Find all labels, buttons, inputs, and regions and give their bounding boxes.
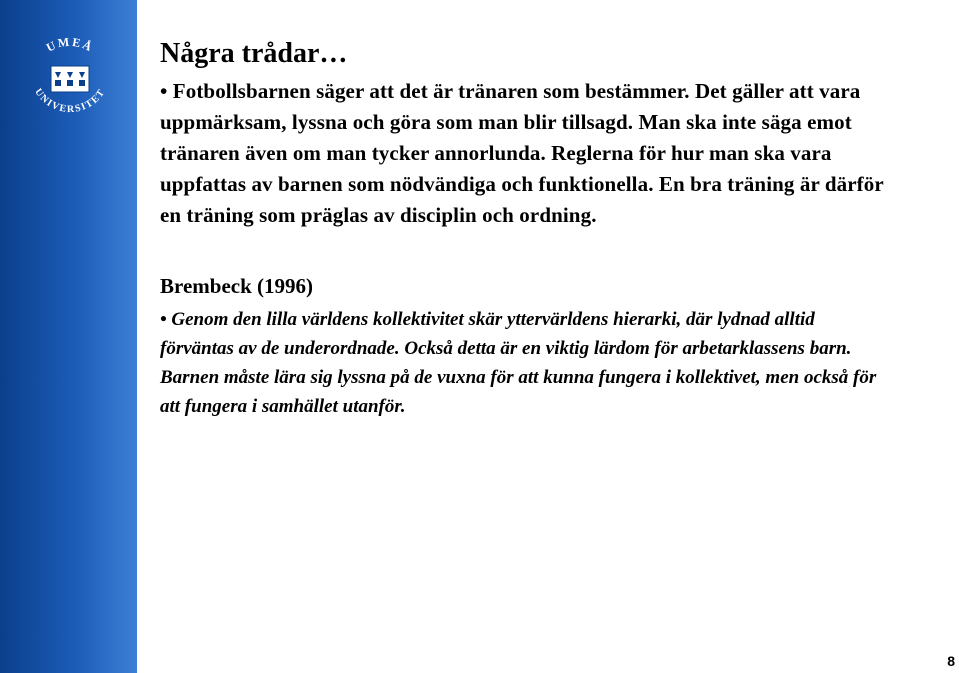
page-number: 8 — [947, 653, 955, 669]
umea-universitet-logo-icon — [22, 32, 118, 122]
svg-text:UNIVERSITET: UNIVERSITET — [32, 86, 108, 116]
university-sidebar — [0, 0, 137, 673]
reference-brembeck: Brembeck (1996) — [160, 274, 313, 299]
slide-title: Några trådar… — [160, 38, 348, 69]
slide-content — [160, 38, 890, 421]
bullet-kollektivitet: • Genom den lilla världens kollektivitet skär yttervärldens hierarki, där lydnad alltid förväntas av de underordnade. Också detta är en viktig lärdom för arbetarklassens barn. Barnen måste lära sig lyssna på de vuxna för att kunna fungera i kollektivet, men också för att fungera i samhället utanför. — [160, 309, 877, 418]
svg-text:UMEÅ: UMEÅ — [43, 34, 97, 55]
bullet-fotbollsbarnen: • Fotbollsbarnen säger att det är tränaren som bestämmer. Det gäller att vara uppmärksam, lyssna och göra som man blir tillsagd. Man ska inte säga emot tränaren även om man tycker annorlunda. Reglerna för hur man ska vara uppfattas av barnen som nödvändiga och funktionella. En bra träning är därför en träning som präglas av disciplin och ordning. — [160, 79, 884, 228]
